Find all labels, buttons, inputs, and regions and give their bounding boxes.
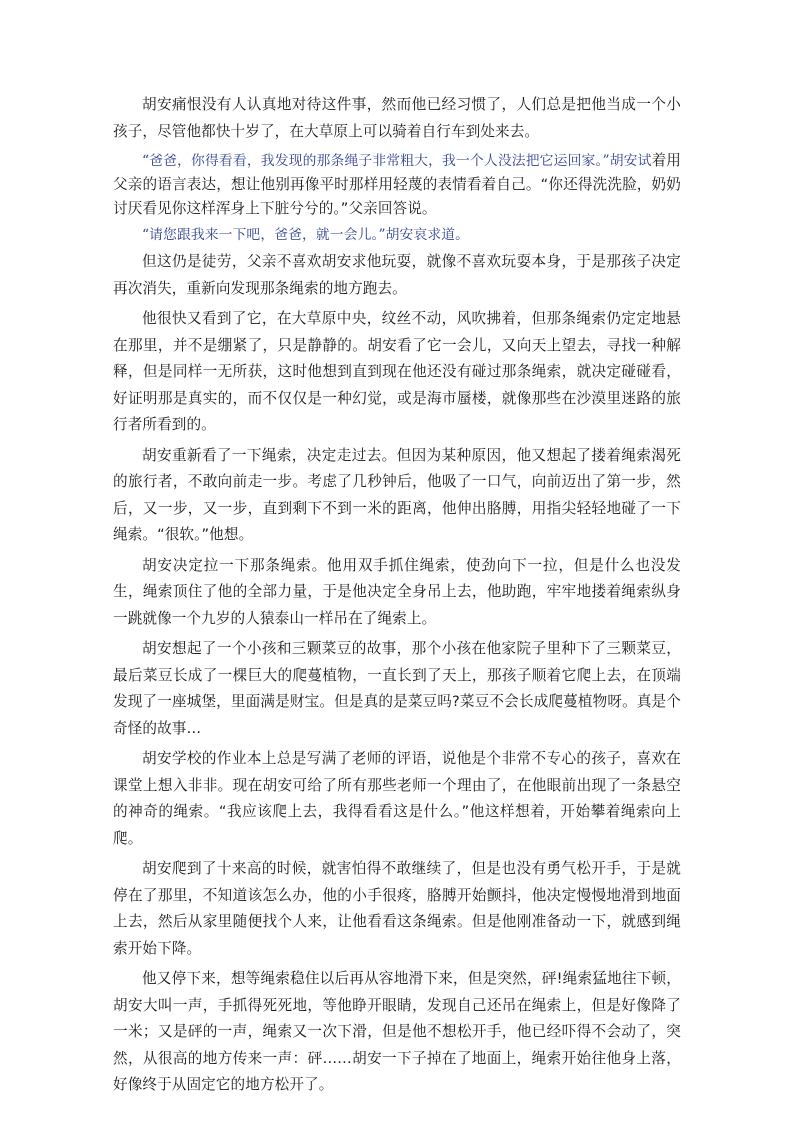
paragraph-1: 胡安痛恨没有人认真地对待这件事，然而他已经习惯了，人们总是把他当成一个小孩子，尽管他都快十岁了，在大草原上可以骑着自行车到处来去。 — [113, 96, 681, 140]
paragraph-3: “请您跟我来一下吧，爸爸，就一会儿。”胡安哀求道。 — [142, 227, 470, 243]
paragraph-2-continuation: 着用父亲的语言表达，想让他别再像平时那样用轻蔑的表情看着自己。“你还得洗洗脸，奶奶讨厌看见你这样浑身上下脏兮兮的。”父亲回答说。 — [113, 152, 681, 217]
paragraph-5: 他很快又看到了它，在大草原中央，纹丝不动，风吹拂着，但那条绳索仍定定地悬在那里，并不是绷紧了，只是静静的。胡安看了它一会儿，又向天上望去，寻找一种解释，但是同样一无所获，这时他想到直到现在他还没有碰过那条绳索，就决定碰碰看，好证明那是真实的，而不仅仅是一种幻觉，或是海市蜃楼，就像那些在沙漠里迷路的旅行者所看到的。 — [113, 310, 681, 433]
paragraph-4: 但这仍是徒劳，父亲不喜欢胡安求他玩耍，就像不喜欢玩耍本身，于是那孩子决定再次消失，重新向发现那条绳索的地方跑去。 — [113, 253, 681, 297]
document-page — [113, 92, 681, 1103]
paragraph-10: 胡安爬到了十来高的时候，就害怕得不敢继续了，但是也没有勇气松开手，于是就停在了那里，不知道该怎么办，他的小手很疼，胳膊开始颤抖，他决定慢慢地滑到地面上去，然后从家里随便找个人来，让他看看这条绳索。但是他刚准备动一下，就感到绳索开始下降。 — [113, 860, 681, 957]
paragraph-7: 胡安决定拉一下那条绳索。他用双手抓住绳索，使劲向下一拉，但是什么也没发生，绳索顶住了他的全部力量，于是他决定全身吊上去，他助跑，牢牢地搂着绳索纵身一跳就像一个九岁的人猿泰山一样吊在了绳索上。 — [113, 556, 681, 627]
paragraph-9: 胡安学校的作业本上总是写满了老师的评语，说他是个非常不专心的孩子，喜欢在课堂上想入非非。现在胡安可给了所有那些老师一个理由了，在他眼前出现了一条悬空的神奇的绳索。“我应该爬上去，我得看看这是什么。”他这样想着，开始攀着绳索向上爬。 — [113, 750, 681, 847]
paragraph-8: 胡安想起了一个小孩和三颗菜豆的故事，那个小孩在他家院子里种下了三颗菜豆，最后菜豆长成了一棵巨大的爬蔓植物，一直长到了天上，那孩子顺着它爬上去，在顶端发现了一座城堡，里面满是财宝。但是真的是菜豆吗?菜豆不会长成爬蔓植物呀。真是个奇怪的故事… — [113, 640, 681, 737]
paragraph-2-dialogue: “爸爸，你得看看，我发现的那条绳子非常粗大，我一个人没法把它运回家。”胡安试 — [142, 153, 652, 169]
paragraph-6: 胡安重新看了一下绳索，决定走过去。但因为某种原因，他又想起了搂着绳索渴死的旅行者，不敢向前走一步。考虑了几秒钟后，他吸了一口气，向前迈出了第一步，然后，又一步，又一步，直到剩下不到一米的距离，他伸出胳膊，用指尖轻轻地碰了一下绳索。“很软。”他想。 — [113, 446, 681, 543]
paragraph-11: 他又停下来，想等绳索稳住以后再从容地滑下来，但是突然，砰!绳索猛地往下顿，胡安大叫一声，手抓得死死地，等他睁开眼睛，发现自己还吊在绳索上，但是好像降了一米；又是砰的一声，绳索又一次下滑，但是他不想松开手，他已经吓得不会动了，突然，从很高的地方传来一声：砰……胡安一下子掉在了地面上，绳索开始往他身上落，好像终于从固定它的地方松开了。 — [113, 970, 681, 1093]
paragraph-2 — [113, 149, 681, 221]
